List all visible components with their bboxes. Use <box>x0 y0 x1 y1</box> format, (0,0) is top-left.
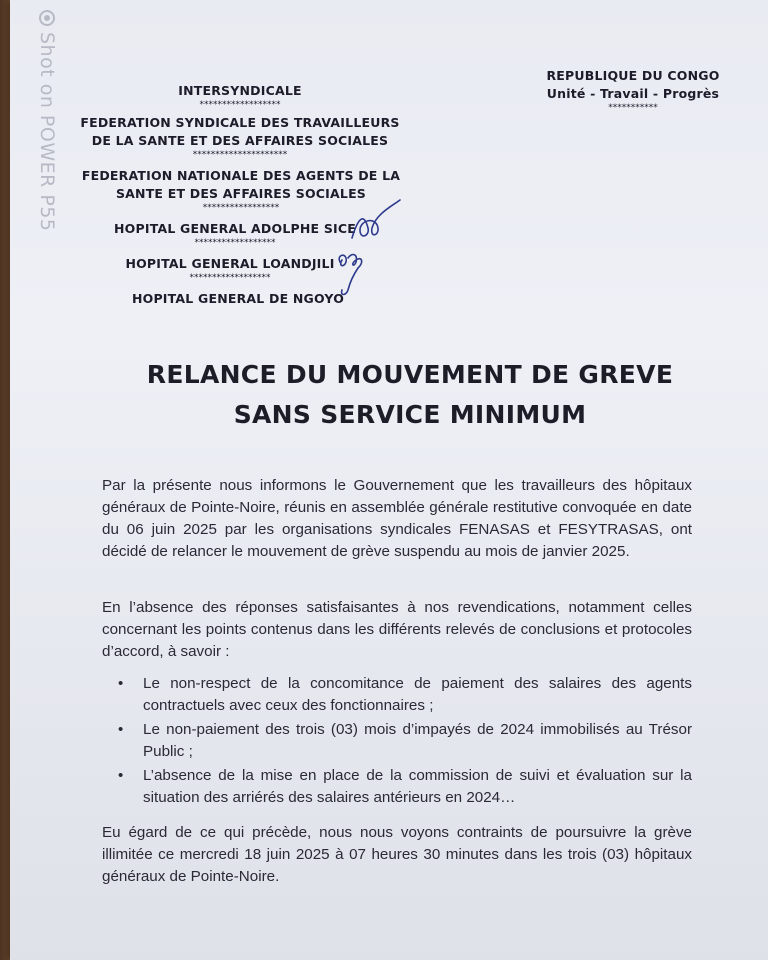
camera-watermark <box>36 10 58 232</box>
separator-stars: *********** <box>608 103 658 113</box>
fed2-line1: FEDERATION NATIONALE DES AGENTS DE LA <box>81 168 401 183</box>
paragraph-conclusion: Eu égard de ce qui précède, nous nous voyons contraints de poursuivre la grève illimitée ce mercredi 18 juin 2025 à 07 heures 30 minutes dans les trois (03) hôpitaux généraux de Pointe-Noire. <box>102 824 692 885</box>
grievance-list <box>118 673 692 811</box>
header-republic <box>538 67 728 113</box>
document-title-line1: RELANCE DU MOUVEMENT DE GREVE <box>146 360 674 389</box>
intersyndicale-label: INTERSYNDICALE <box>178 83 302 98</box>
separator-stars: ****************** <box>199 100 281 110</box>
list-item: • L’absence de la mise en place de la commission de suivi et évaluation sur la situation des arriérés des salaires antérieurs en 2024… <box>118 765 692 809</box>
fed1-line2: DE LA SANTE ET DES AFFAIRES SOCIALES <box>91 133 389 148</box>
header-intersyndicale <box>140 82 340 110</box>
hospital-sice-label: HOPITAL GENERAL ADOLPHE SICE <box>114 221 356 236</box>
header-hospital-sice <box>110 220 360 248</box>
header-hospital-ngoyo <box>118 290 358 308</box>
separator-stars: ***************** <box>202 203 280 213</box>
hospital-loandjili-label: HOPITAL GENERAL LOANDJILI <box>125 256 335 271</box>
paragraph-intro: Par la présente nous informons le Gouvernement que les travailleurs des hôpitaux généraux de Pointe-Noire, réunis en assemblée générale restitutive convoquée en date du 06 juin 2025 par les organisations syndicales FENASAS et FESYTRASAS, ont décidé de relancer le mouvement de grève suspendu au mois de janvier 2025. <box>102 477 692 560</box>
separator-stars: ****************** <box>194 238 276 248</box>
separator-stars: ****************** <box>189 273 271 283</box>
fed1-line1: FEDERATION SYNDICALE DES TRAVAILLEURS <box>80 115 400 130</box>
signature-initials-sice <box>348 198 408 246</box>
paragraph-demands: En l’absence des réponses satisfaisantes à nos revendications, notamment celles concernant les points contenus dans les différents relevés de conclusions et protocoles d’accord, à savoir : <box>102 599 692 660</box>
header-fesytrasas <box>80 114 400 160</box>
country-label: REPUBLIQUE DU CONGO <box>546 68 720 83</box>
header-hospital-loandjili <box>120 255 340 283</box>
separator-stars: ********************* <box>192 150 288 160</box>
list-item: • Le non-paiement des trois (03) mois d’impayés de 2024 immobilisés au Trésor Public ; <box>118 719 692 763</box>
watermark-text: Shot on POWER P55 <box>36 32 58 232</box>
list-item: • Le non-respect de la concomitance de paiement des salaires des agents contractuels avec ceux des fonctionnaires ; <box>118 673 692 717</box>
fed2-line2: SANTE ET DES AFFAIRES SOCIALES <box>115 186 367 201</box>
motto-label: Unité - Travail - Progrès <box>546 86 720 101</box>
document-title-line2: SANS SERVICE MINIMUM <box>233 400 587 429</box>
camera-lens-icon <box>39 10 55 26</box>
signature-initials-loandjili <box>334 250 374 302</box>
hospital-ngoyo-label: HOPITAL GENERAL DE NGOYO <box>131 291 345 306</box>
